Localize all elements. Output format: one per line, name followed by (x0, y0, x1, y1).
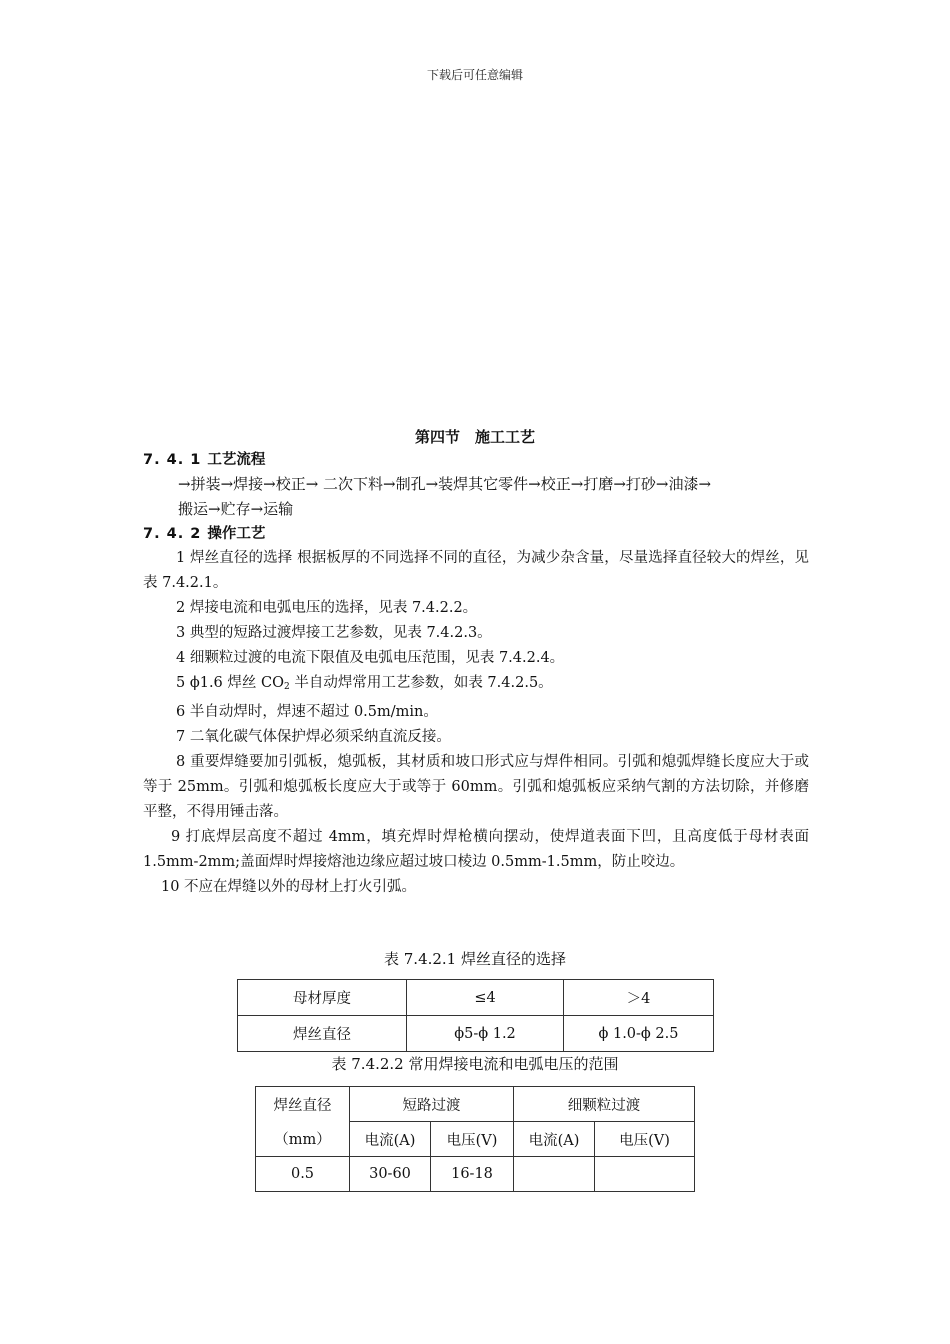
heading-title: 操作工艺 (207, 526, 266, 542)
body-content (143, 448, 809, 900)
table-cell: 0.5 (256, 1157, 350, 1192)
paragraph-7: 7 二氧化碳气体保护焊必须采纳直流反接。 (176, 729, 451, 745)
wire-diameter-table (237, 979, 714, 1052)
paragraph-1: 1 焊丝直径的选择 根据板厚的不同选择不同的直径，为减少杂含量，尽量选择直径较大的焊丝，见表 7.4.2.1。 (143, 550, 809, 591)
table-cell: ＞4 (564, 980, 714, 1016)
section-title: 第四节 施工工艺 (414, 428, 535, 446)
table-cell (595, 1157, 695, 1192)
table-header-cell: 电流(A) (514, 1122, 595, 1157)
table-row (238, 980, 714, 1016)
paragraph-4: 4 细颗粒过渡的电流下限值及电弧电压范围，见表 7.4.2.4。 (176, 650, 565, 666)
table-header-cell: 细颗粒过渡 (514, 1087, 695, 1122)
table-cell: 30-60 (350, 1157, 431, 1192)
heading-number: 7. 4. 1 (143, 452, 202, 468)
co2-subscript: 2 (283, 682, 290, 692)
table-cell: 焊丝直径 (238, 1016, 407, 1052)
paragraph-10: 10 不应在焊缝以外的母材上打火引弧。 (161, 879, 417, 895)
paragraph-3: 3 典型的短路过渡焊接工艺参数，见表 7.4.2.3。 (176, 625, 492, 641)
table-header-cell: 焊丝直径 (256, 1087, 350, 1122)
process-flow-line-2: 搬运→贮存→运输 (178, 500, 294, 518)
table-header-cell: 电压(V) (595, 1122, 695, 1157)
table-header-row (256, 1122, 695, 1157)
table-header-cell: 电压(V) (431, 1122, 514, 1157)
paragraph-8: 8 重要焊缝要加引弧板，熄弧板，其材质和坡口形式应与焊件相同。引弧和熄弧焊缝长度应大于或等于 25mm。引弧和熄弧板长度应大于或等于 60mm。引弧和熄弧板应采纳气割的方法切除，并修磨平整，不得用锤击落。 (143, 754, 809, 820)
heading-title: 工艺流程 (207, 452, 266, 468)
table-row (256, 1157, 695, 1192)
header-note: 下载后可任意编辑 (426, 68, 523, 82)
paragraph-2: 2 焊接电流和电弧电压的选择，见表 7.4.2.2。 (176, 600, 478, 616)
heading-7-4-2 (143, 522, 809, 546)
table-2-caption: 表 7.4.2.2 常用焊接电流和电弧电压的范围 (331, 1055, 619, 1073)
table-header-row (256, 1087, 695, 1122)
table-cell (514, 1157, 595, 1192)
table-cell: ϕ5-ϕ 1.2 (407, 1016, 564, 1052)
table-cell: 16-18 (431, 1157, 514, 1192)
table-header-cell: 短路过渡 (350, 1087, 514, 1122)
table-cell: 母材厚度 (238, 980, 407, 1016)
table-cell: ≤4 (407, 980, 564, 1016)
table-1-caption: 表 7.4.2.1 焊丝直径的选择 (383, 950, 566, 968)
paragraph-9: 9 打底焊层高度不超过 4mm，填充焊时焊枪横向摆动，使焊道表面下凹，且高度低于母材表面 1.5mm-2mm;盖面焊时焊接熔池边缘应超过坡口棱边 0.5mm-1.5mm，防止咬边。 (143, 829, 809, 870)
paragraph-5-part-a: 5 ϕ1.6 焊丝 CO (176, 675, 284, 691)
process-flow-line-1: →拼装→焊接→校正→ 二次下料→制孔→装焊其它零件→校正→打磨→打砂→油漆→ (178, 475, 712, 493)
heading-7-4-1 (143, 448, 809, 472)
heading-number: 7. 4. 2 (143, 526, 202, 542)
table-header-cell: 电流(A) (350, 1122, 431, 1157)
table-row (238, 1016, 714, 1052)
current-voltage-table (255, 1086, 695, 1192)
paragraph-5 (143, 671, 809, 700)
table-header-cell: （mm） (256, 1122, 350, 1157)
paragraph-6: 6 半自动焊时，焊速不超过 0.5m/min。 (176, 704, 438, 720)
table-cell: ϕ 1.0-ϕ 2.5 (564, 1016, 714, 1052)
paragraph-5-part-b: 半自动焊常用工艺参数，如表 7.4.2.5。 (289, 675, 553, 691)
